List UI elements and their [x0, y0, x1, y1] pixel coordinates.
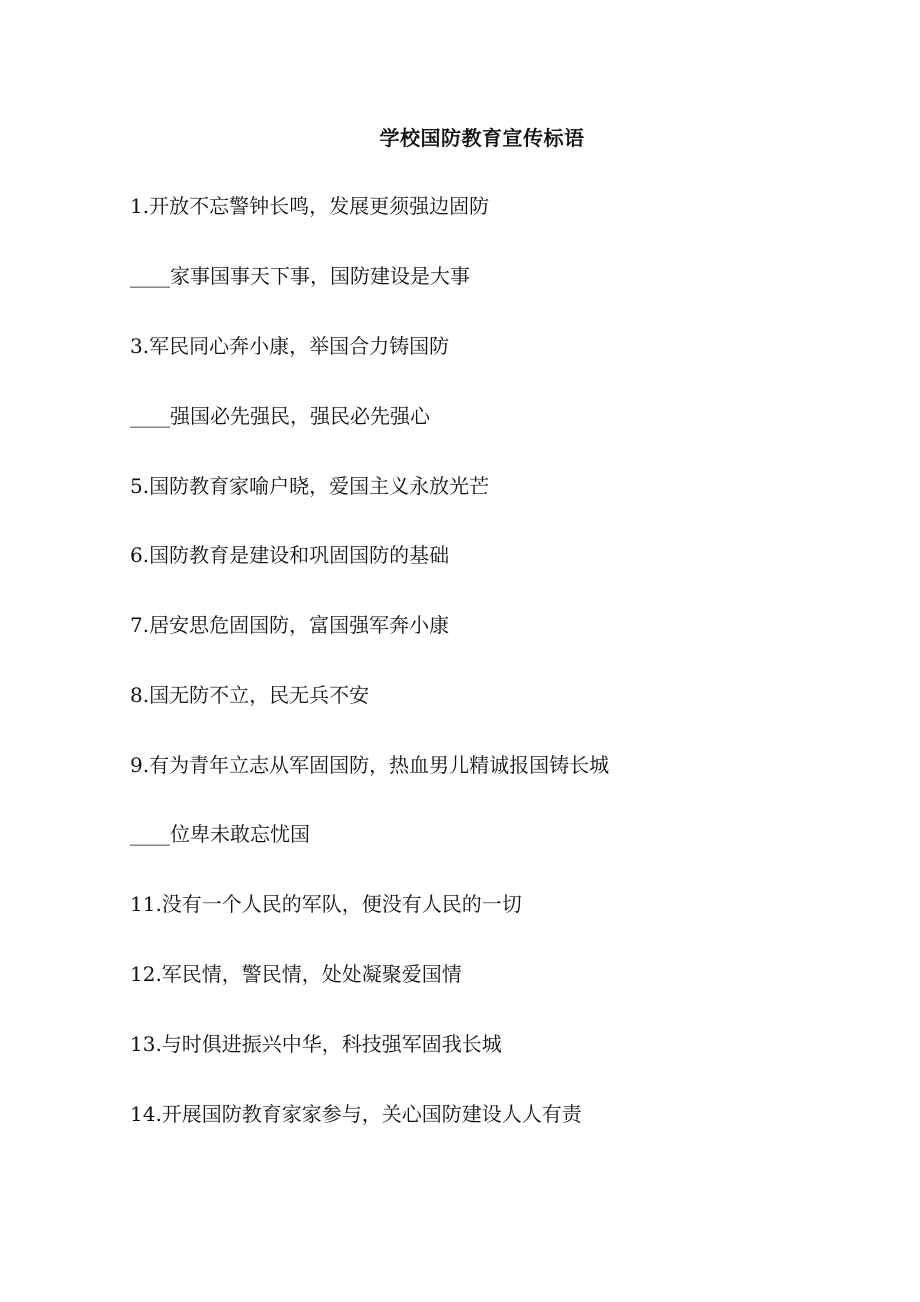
- slogan-item-12: 12.军民情，警民情，处处凝聚爱国情: [130, 962, 462, 986]
- document-title: 学校国防教育宣传标语: [379, 126, 585, 150]
- slogan-item-2: ____家事国事天下事，国防建设是大事: [130, 264, 470, 288]
- slogan-item-13: 13.与时俱进振兴中华，科技强军固我长城: [130, 1032, 502, 1056]
- slogan-item-8: 8.国无防不立，民无兵不安: [130, 683, 370, 707]
- slogan-item-14: 14.开展国防教育家家参与，关心国防建设人人有责: [130, 1102, 582, 1126]
- slogan-item-3: 3.军民同心奔小康，举国合力铸国防: [130, 334, 450, 358]
- slogan-item-10: ____位卑未敢忘忧国: [130, 822, 310, 846]
- slogan-item-9: 9.有为青年立志从军固国防，热血男儿精诚报国铸长城: [130, 753, 610, 777]
- slogan-item-5: 5.国防教育家喻户晓，爱国主义永放光芒: [130, 474, 490, 498]
- slogan-item-4: ____强国必先强民，强民必先强心: [130, 404, 430, 428]
- slogan-item-11: 11.没有一个人民的军队，便没有人民的一切: [130, 892, 522, 916]
- slogan-item-7: 7.居安思危固国防，富国强军奔小康: [130, 613, 450, 637]
- slogan-item-1: 1.开放不忘警钟长鸣，发展更须强边固防: [130, 194, 490, 218]
- slogan-item-6: 6.国防教育是建设和巩固国防的基础: [130, 543, 450, 567]
